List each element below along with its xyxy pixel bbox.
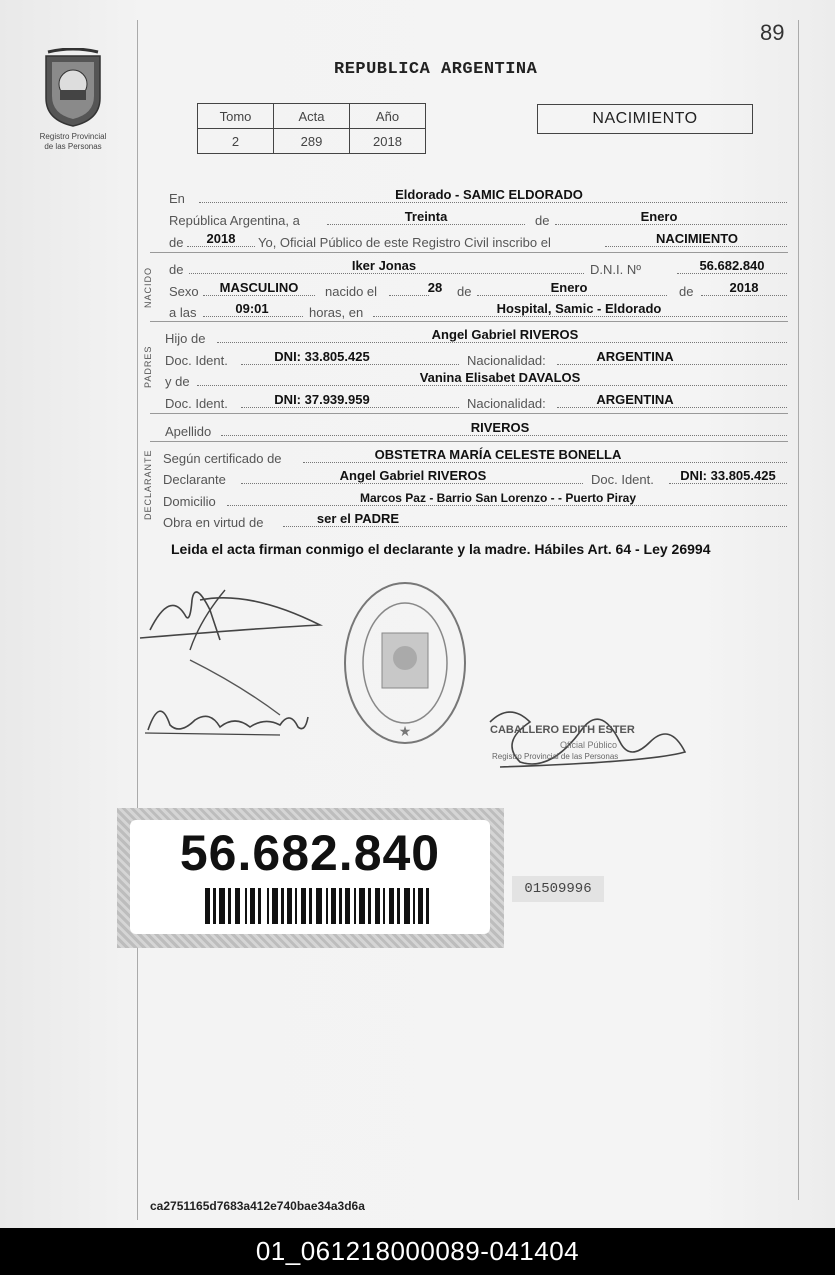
side-label-declarante: DECLARANTE <box>143 449 153 520</box>
document-code: 01509996 <box>512 876 604 902</box>
barcode-number: 56.682.840 <box>179 825 441 881</box>
label-nacionalidad-2: Nacionalidad: <box>467 396 546 411</box>
value-mes: Enero <box>640 209 678 224</box>
value-obra-virtud: ser el PADRE <box>316 511 400 526</box>
registry-value-anio: 2018 <box>350 129 426 154</box>
row-madre <box>165 369 787 389</box>
label-sexo: Sexo <box>169 284 199 299</box>
section-divider <box>150 252 788 253</box>
stamp-official <box>470 692 690 777</box>
value-madre: Vanina Elisabet DAVALOS <box>419 370 581 385</box>
side-label-nacido: NACIDO <box>143 266 153 308</box>
stamp-name: CABALLERO EDITH ESTER <box>490 724 635 736</box>
document-hash: ca2751165d7683a412e740bae34a3d6a <box>150 1199 365 1213</box>
label-de-anio: de <box>169 235 184 250</box>
reading-note: Leida el acta firman conmigo el declarante y la madre. Hábiles Art. 64 - Ley 26994 <box>171 541 711 557</box>
label-hijo-de: Hijo de <box>165 331 206 346</box>
signature-declarante <box>130 570 340 660</box>
label-de-dia: de <box>535 213 550 228</box>
stamp-org: Registro Provincial de las Personas <box>492 752 619 761</box>
row-padre <box>165 326 787 346</box>
value-padre-nacionalidad: ARGENTINA <box>596 349 674 364</box>
label-doc-ident-1: Doc. Ident. <box>165 353 228 368</box>
row-apellido <box>165 419 787 439</box>
registry-header-acta: Acta <box>274 104 350 129</box>
row-padre-doc <box>165 348 787 368</box>
label-yo: Yo, Oficial Público de este Registro Civil inscribo el <box>258 235 551 250</box>
logo-text-line-2: de las Personas <box>44 142 102 151</box>
label-de-mes: de <box>457 284 472 299</box>
right-border-line <box>798 20 799 1200</box>
label-nacionalidad-1: Nacionalidad: <box>467 353 546 368</box>
value-mes-nacimiento: Enero <box>550 280 588 295</box>
row-sexo <box>169 279 787 299</box>
value-lugar: Eldorado - SAMIC ELDORADO <box>395 187 583 202</box>
document-title: REPUBLICA ARGENTINA <box>334 60 538 79</box>
value-hora: 09:01 <box>235 301 269 316</box>
label-dni: D.N.I. Nº <box>590 262 641 277</box>
row-madre-doc <box>165 391 787 411</box>
act-type-box: NACIMIENTO <box>537 104 753 134</box>
value-domicilio: Marcos Paz - Barrio San Lorenzo - - Puerto Piray <box>359 491 637 505</box>
label-a-las: a las <box>169 305 197 320</box>
value-anio: 2018 <box>206 231 236 246</box>
value-tipo: NACIMIENTO <box>655 231 739 246</box>
section-divider <box>150 321 788 322</box>
row-certificado <box>163 446 787 466</box>
value-padre-doc: DNI: 33.805.425 <box>274 349 370 364</box>
barcode-bars <box>205 888 435 924</box>
value-anio-nacimiento: 2018 <box>729 280 759 295</box>
label-obra-en-virtud: Obra en virtud de <box>163 515 264 530</box>
label-segun-certificado: Según certificado de <box>163 451 282 466</box>
row-lugar <box>169 186 787 206</box>
label-de-anio2: de <box>679 284 694 299</box>
registry-header-tomo: Tomo <box>198 104 274 129</box>
row-fecha <box>169 208 787 228</box>
row-inscripcion <box>169 230 787 250</box>
value-padre: Angel Gabriel RIVEROS <box>431 327 579 342</box>
registry-value-tomo: 2 <box>198 129 274 154</box>
registry-header-anio: Año <box>350 104 426 129</box>
value-madre-nacionalidad: ARGENTINA <box>596 392 674 407</box>
value-dni: 56.682.840 <box>699 258 765 273</box>
value-lugar-nacimiento: Hospital, Samic - Eldorado <box>496 301 662 316</box>
province-logo <box>28 48 118 152</box>
section-divider <box>150 441 788 442</box>
stamp-role: Oficial Público <box>560 740 618 750</box>
side-label-padres: PADRES <box>143 345 153 388</box>
registry-value-acta: 289 <box>274 129 350 154</box>
value-declarante: Angel Gabriel RIVEROS <box>339 468 487 483</box>
coat-of-arms-icon <box>38 48 108 128</box>
barcode-card <box>117 808 504 948</box>
row-declarante <box>163 467 787 487</box>
label-nacido-el: nacido el <box>325 284 378 299</box>
label-republica: República Argentina, a <box>169 213 300 228</box>
value-apellido: RIVEROS <box>470 420 530 435</box>
row-obra-virtud <box>163 510 787 530</box>
label-en: En <box>169 191 185 206</box>
signature-madre <box>140 655 320 745</box>
label-apellido: Apellido <box>165 424 212 439</box>
label-doc-ident-2: Doc. Ident. <box>165 396 228 411</box>
footer-id: 01_061218000089-041404 <box>0 1228 835 1275</box>
label-de-nombre: de <box>169 262 184 277</box>
label-doc-ident-3: Doc. Ident. <box>591 472 654 487</box>
value-sexo: MASCULINO <box>219 280 299 295</box>
value-certificado: OBSTETRA MARÍA CELESTE BONELLA <box>374 447 622 462</box>
row-domicilio <box>163 489 787 509</box>
row-hora <box>169 300 787 320</box>
label-declarante: Declarante <box>163 472 226 487</box>
label-domicilio: Domicilio <box>163 494 216 509</box>
logo-text-line-1: Registro Provincial <box>39 132 107 141</box>
value-declarante-doc: DNI: 33.805.425 <box>680 468 776 483</box>
svg-text:★: ★ <box>398 724 412 740</box>
label-y-de: y de <box>165 374 190 389</box>
label-horas-en: horas, en <box>309 305 364 320</box>
section-divider <box>150 413 788 414</box>
value-nombre: Iker Jonas <box>351 258 417 273</box>
row-nombre <box>169 257 787 277</box>
value-madre-doc: DNI: 37.939.959 <box>274 392 370 407</box>
value-dia-letras: Treinta <box>404 209 448 224</box>
registry-table <box>197 103 426 154</box>
page-number: 89 <box>760 20 785 45</box>
official-seal <box>340 578 470 748</box>
value-dia-nacimiento: 28 <box>427 280 443 295</box>
